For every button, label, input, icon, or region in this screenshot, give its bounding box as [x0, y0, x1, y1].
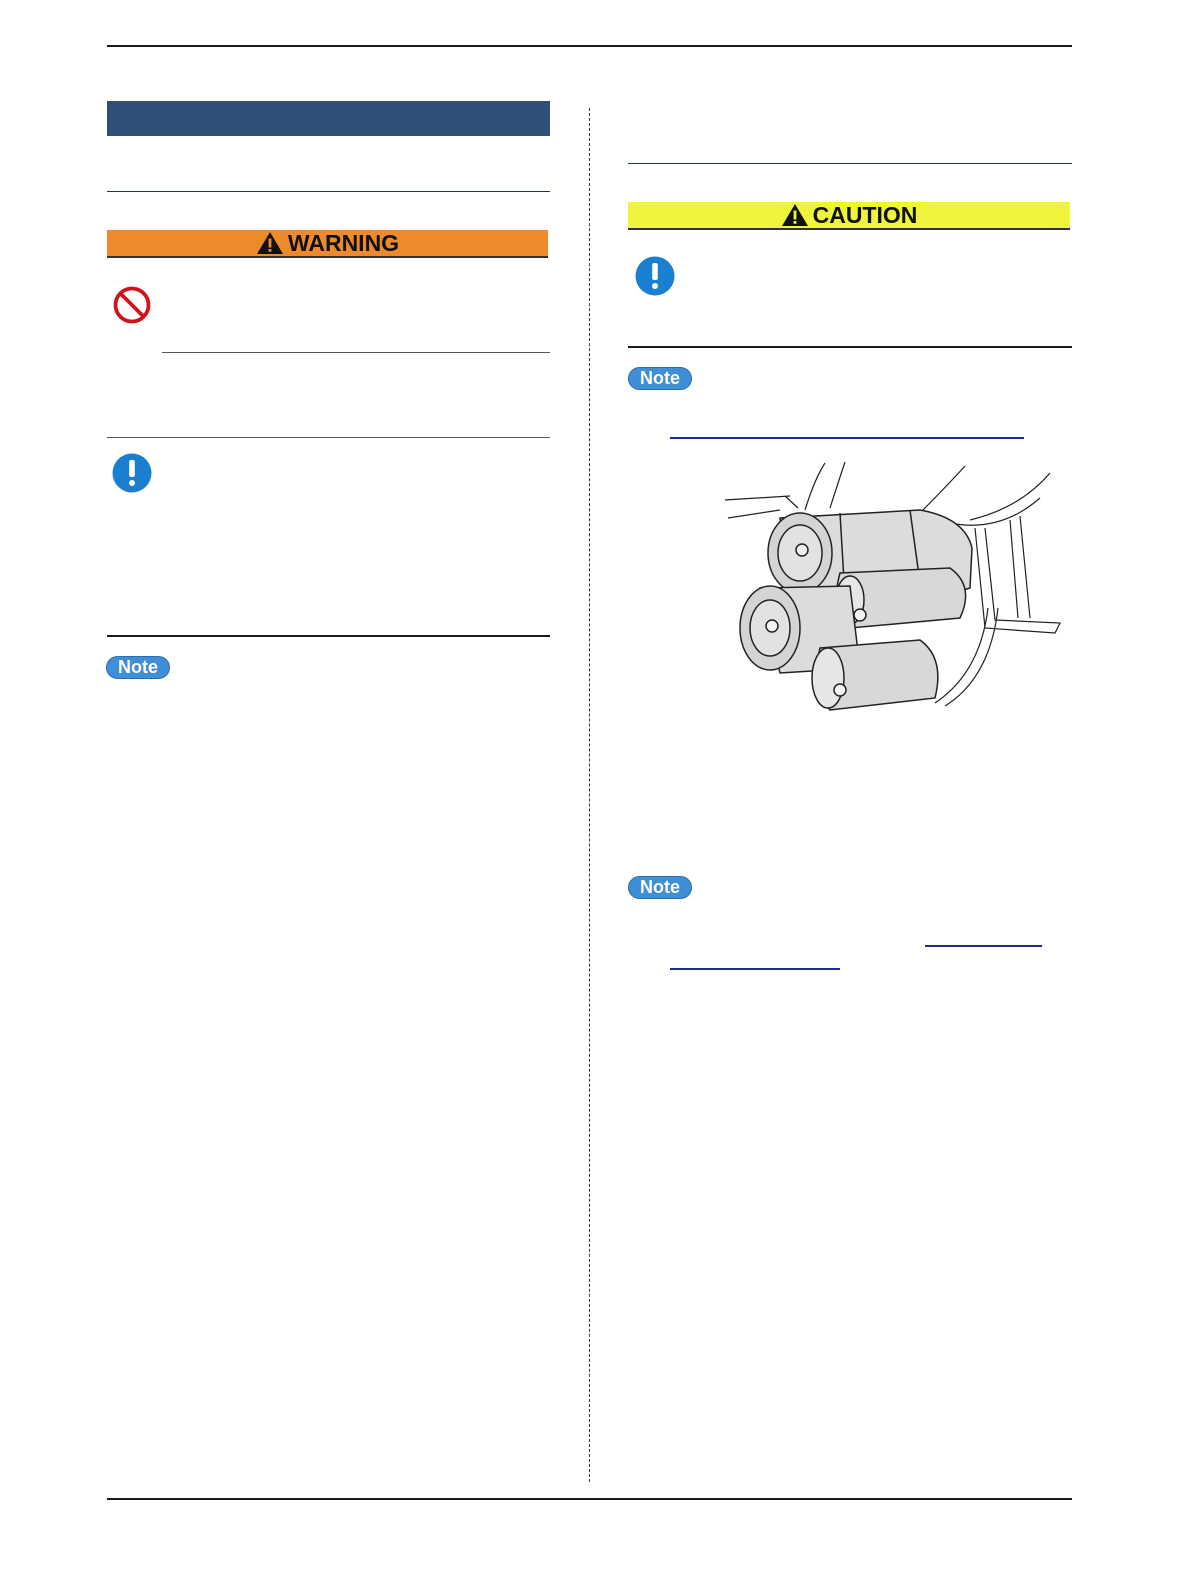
warning-triangle-icon — [256, 231, 284, 255]
note-badge: Note — [106, 656, 170, 679]
link-underline[interactable] — [925, 945, 1042, 947]
caution-label: CAUTION — [812, 201, 918, 228]
caution-banner — [628, 202, 1070, 230]
link-underline[interactable] — [670, 437, 1024, 439]
warning-triangle-icon — [781, 203, 809, 227]
subsection-rule — [107, 191, 550, 192]
warning-banner — [107, 230, 548, 258]
exclamation-icon — [112, 453, 152, 493]
column-divider — [589, 108, 590, 1482]
warning-label: WARNING — [287, 229, 400, 256]
prohibition-icon — [112, 285, 152, 325]
mandatory-end-rule — [107, 635, 550, 637]
subsection-rule-right — [628, 163, 1072, 164]
caution-end-rule — [628, 346, 1072, 348]
link-underline[interactable] — [670, 968, 840, 970]
page-bottom-rule — [107, 1498, 1072, 1500]
starter-motor-illustration — [720, 458, 1065, 720]
note-badge: Note — [628, 367, 692, 390]
page-top-rule — [107, 45, 1072, 47]
section-header-bar — [107, 101, 550, 136]
warning-end-rule — [107, 437, 550, 438]
exclamation-icon — [635, 256, 675, 296]
note-badge: Note — [628, 876, 692, 899]
warning-item-rule — [162, 352, 550, 353]
